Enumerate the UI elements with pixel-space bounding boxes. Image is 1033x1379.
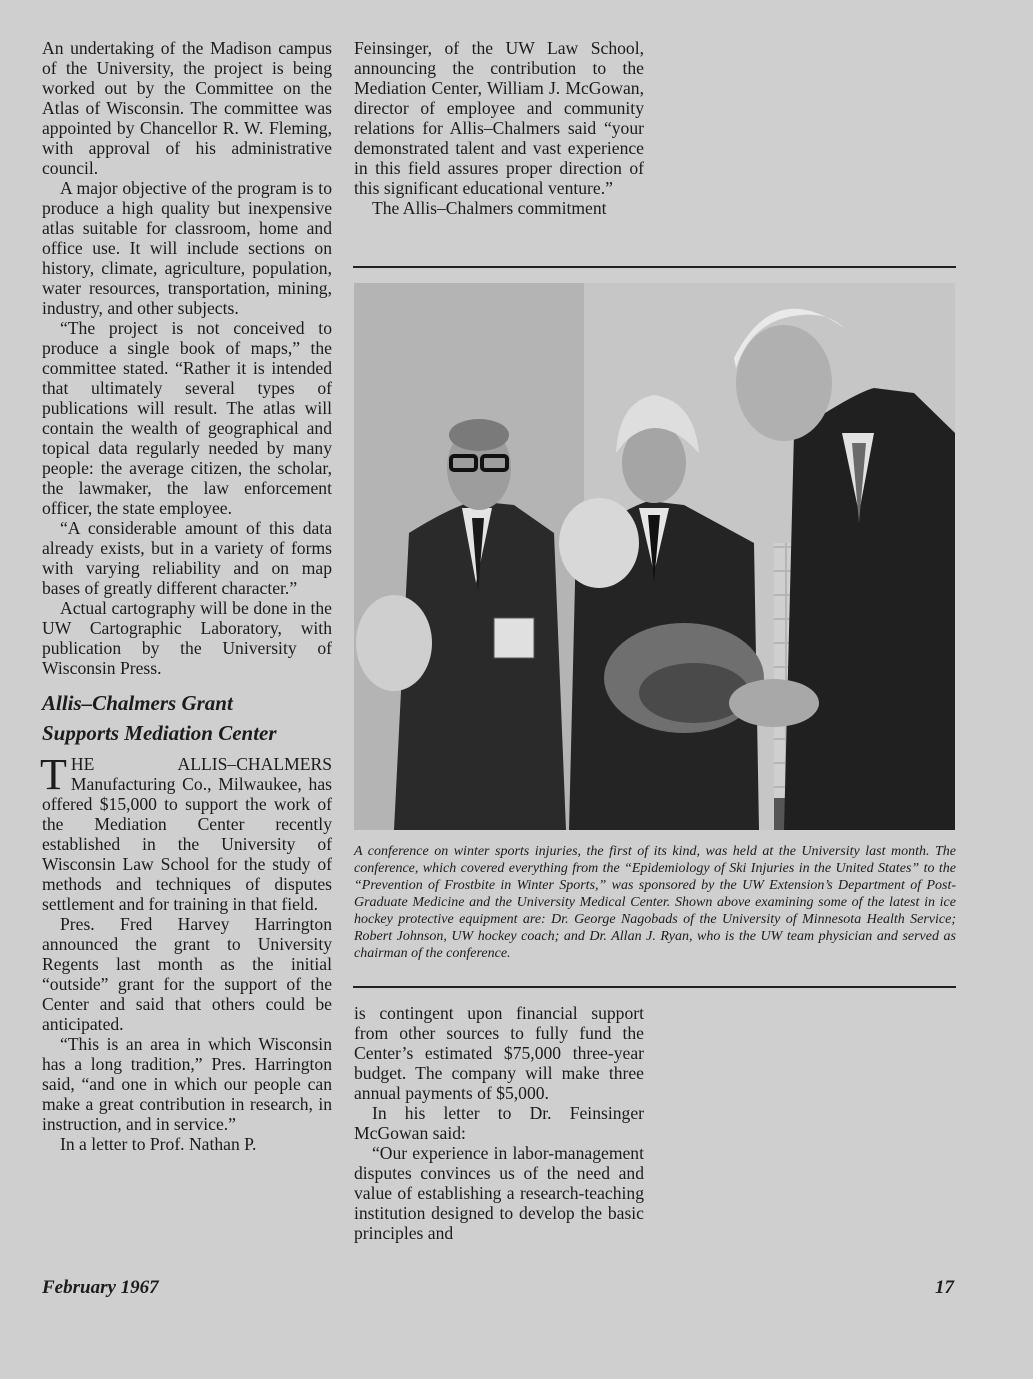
paragraph: “A considerable amount of this data already exists, but in a variety of forms with varying reliability and on map bases of greatly different character.” [42,518,332,598]
lead-text: HE ALLIS–CHALMERS Manufacturing Co., Milwaukee, has offered $15,000 to support the work of the Mediation Center recently established in the University of Wisconsin Law School for the study of methods and techniques of disputes settlement and for training in that field. [42,754,332,914]
paragraph: A major objective of the program is to produce a high quality but inexpensive atlas suitable for classroom, home and office use. It will include sections on history, climate, agriculture, population, water resources, transportation, mining, industry, and other subjects. [42,178,332,318]
paragraph: In his letter to Dr. Feinsinger McGowan said: [354,1103,644,1143]
paragraph: In a letter to Prof. Nathan P. [60,1134,257,1154]
photo [354,283,955,830]
right-column-bottom [354,1003,644,1243]
paragraph: Feinsinger, of the UW Law School, announcing the contribution to the Mediation Center, William J. McGowan, director of employee and community relations for Allis–Chalmers said “your demonstrated talent and vast experience in this field assures proper direction of this significant educational venture.” [354,38,644,198]
paragraph: is contingent upon financial support from other sources to fully fund the Center’s estimated $75,000 three-year budget. The company will make three annual payments of $5,000. [354,1003,644,1103]
page-number: 17 [935,1277,954,1298]
paragraph: “This is an area in which Wisconsin has a long tradition,” Pres. Harrington said, “and one in which our people can make a great contribution in research, in instruction, and in service.” [42,1034,332,1134]
divider-rule [353,986,956,988]
drop-cap: T [40,750,67,799]
article-heading [42,688,332,748]
footer-date: February 1967 [42,1277,159,1298]
heading-line: Allis–Chalmers Grant [42,691,233,715]
paragraph: “Our experience in labor-management disputes convinces us of the need and value of establishing a research-teaching institution designed to develop the basic principles and [354,1143,644,1243]
paragraph: “The project is not conceived to produce a single book of maps,” the committee stated. “Rather it is intended that ultimately several types of publications will result. The atlas will contain the wealth of geographical and topical data regularly needed by many people: the average citizen, the scholar, the lawmaker, the law enforcement officer, the state employee. [42,318,332,518]
paragraph: An undertaking of the Madison campus of the University, the project is being worked out by the Committee on the Atlas of Wisconsin. The committee was appointed by Chancellor R. W. Fleming, with approval of his administrative council. [42,38,332,178]
lead-paragraph [40,750,332,914]
right-column-top [354,38,644,218]
heading-line: Supports Mediation Center [42,721,277,745]
paragraph: Pres. Fred Harvey Harrington announced the grant to University Regents last month as the initial “outside” grant for the support of the Center and said that others could be anticipated. [42,914,332,1034]
paragraph: The Allis–Chalmers commitment [372,198,607,218]
left-column [42,38,332,1154]
photo-caption: A conference on winter sports injuries, the first of its kind, was held at the University last month. The conference, which covered everything from the “Epidemiology of Ski Injuries in the United States” to the “Prevention of Frostbite in Winter Sports,” was sponsored by the UW Extension’s Department of Post-Graduate Medicine and the University Medical Center. Shown above examining some of the latest in ice hockey protective equipment are: Dr. George Nagobads of the University of Minnesota Health Service; Robert Johnson, UW hockey coach; and Dr. Allan J. Ryan, who is the UW team physician and served as chairman of the conference. [354,844,956,961]
paragraph: Actual cartography will be done in the UW Cartographic Laboratory, with publication by the University of Wisconsin Press. [42,598,332,678]
divider-rule [353,266,956,268]
photo-illustration [354,283,955,830]
